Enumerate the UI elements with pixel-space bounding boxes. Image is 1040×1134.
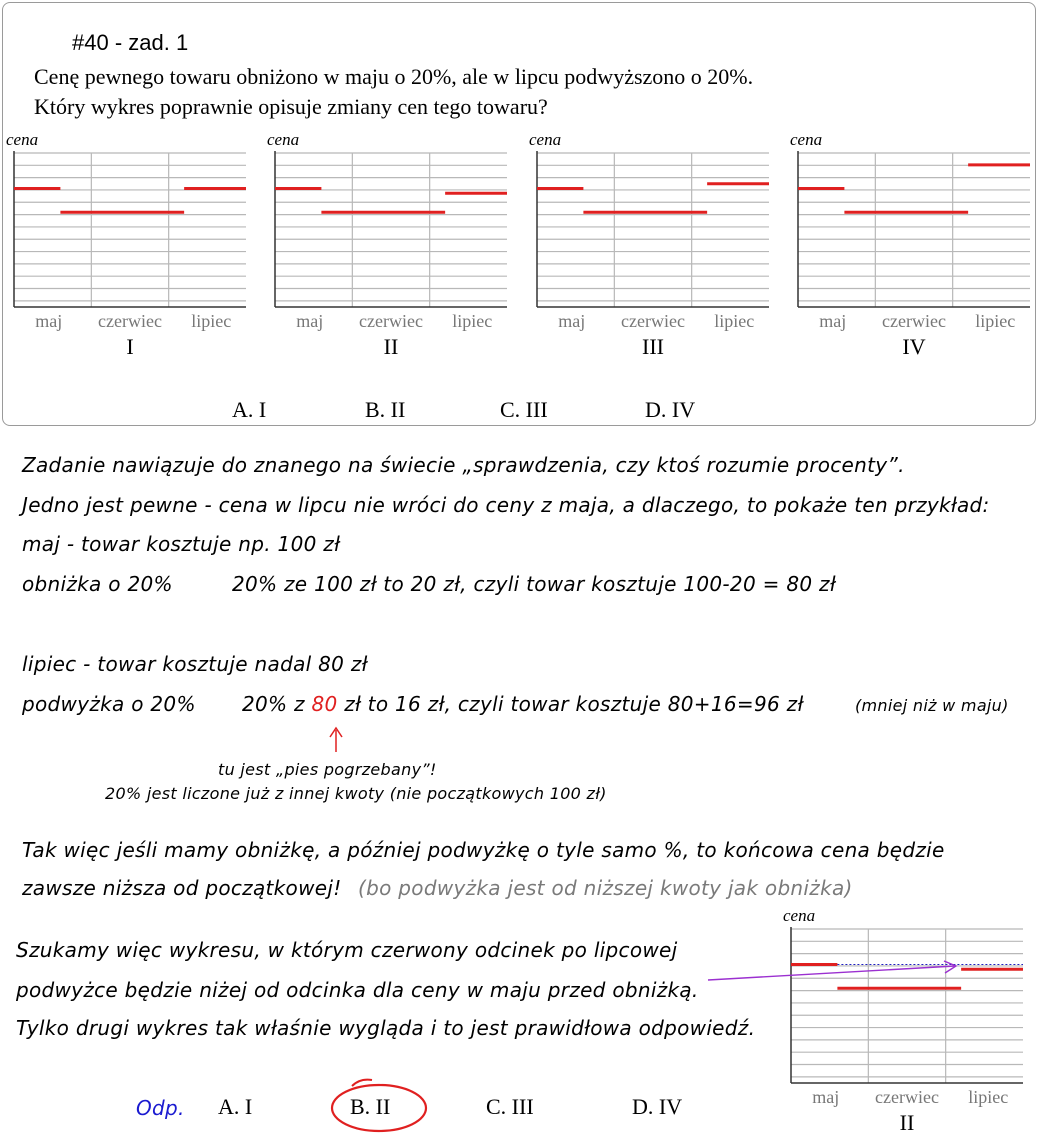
note-line-2: 20% jest liczone już z innej kwoty (nie początkowych 100 zł) (105, 784, 607, 803)
odp-label: Odp. (136, 1096, 185, 1120)
solution-line-6a: podwyżka o 20% (22, 692, 196, 716)
solution-line-7: Tak więc jeśli mamy obniżkę, a później podwyżkę o tyle samo %, to końcowa cena będzie (22, 838, 945, 862)
answer-option-a: A. I (218, 1094, 253, 1119)
solution-line-11: Tylko drugi wykres tak właśnie wygląda i to jest prawidłowa odpowiedź. (16, 1016, 756, 1040)
chart-5-xlabel-czerwiec: czerwiec (875, 1087, 939, 1107)
chart-1-xlabel-lipiec: lipiec (191, 311, 232, 331)
solution-line-3: maj - towar kosztuje np. 100 zł (22, 532, 341, 556)
task-question-line2: Który wykres poprawnie opisuje zmiany cen tego towaru? (34, 94, 548, 119)
solution-line-4b: 20% ze 100 zł to 20 zł, czyli towar kosztuje 100-20 = 80 zł (232, 572, 836, 596)
task-number: #40 - zad. 1 (72, 30, 189, 55)
task-option-d: D. IV (645, 397, 696, 422)
chart-4-xlabel-czerwiec: czerwiec (882, 311, 946, 331)
chart-5-xlabel-maj: maj (812, 1087, 840, 1107)
chart-1-ylabel: cena (6, 130, 39, 149)
chart-1-title: I (126, 334, 134, 359)
solution-line-9: Szukamy więc wykresu, w którym czerwony odcinek po lipcowej (16, 938, 678, 962)
highlight-80: 80 (311, 692, 338, 716)
task-option-b: B. II (365, 397, 406, 422)
chart-4-title: IV (902, 334, 926, 359)
solution-line-1: Zadanie nawiązuje do znanego na świecie „sprawdzenia, czy ktoś rozumie procenty”. (22, 453, 905, 477)
task-option-c: C. III (500, 397, 548, 422)
answer-option-b: B. II (350, 1094, 391, 1119)
chart-2-xlabel-lipiec: lipiec (452, 311, 493, 331)
answer-option-c: C. III (486, 1094, 534, 1119)
solution-line-6b (242, 692, 804, 716)
solution-line-10: podwyżce będzie niżej od odcinka dla ceny w maju przed obniżką. (16, 978, 699, 1002)
solution-line-6b-start: 20% z (242, 692, 312, 716)
chart-2-xlabel-czerwiec: czerwiec (359, 311, 423, 331)
chart-3-xlabel-maj: maj (558, 311, 586, 331)
chart-3-ylabel: cena (529, 130, 562, 149)
chart-1-xlabel-maj: maj (35, 311, 63, 331)
chart-3-xlabel-lipiec: lipiec (714, 311, 755, 331)
solution-line-5: lipiec - towar kosztuje nadal 80 zł (22, 652, 368, 676)
chart-2-ylabel: cena (267, 130, 300, 149)
chart-4-xlabel-lipiec: lipiec (975, 311, 1016, 331)
chart-4-xlabel-maj: maj (819, 311, 847, 331)
solution-line-6c: (mniej niż w maju) (855, 696, 1009, 715)
solution-line-6b-end: zł to 16 zł, czyli towar kosztuje 80+16=96 zł (337, 692, 804, 716)
chart-4-ylabel: cena (790, 130, 823, 149)
chart-2-title: II (383, 334, 399, 359)
task-question-line1: Cenę pewnego towaru obniżono w maju o 20%, ale w lipcu podwyższono o 20%. (34, 64, 754, 89)
task-option-a: A. I (232, 397, 267, 422)
chart-5-title: II (899, 1110, 915, 1134)
chart-5-ylabel: cena (783, 906, 816, 925)
chart-3-xlabel-czerwiec: czerwiec (621, 311, 685, 331)
answer-option-d: D. IV (632, 1094, 683, 1119)
chart-2-xlabel-maj: maj (296, 311, 324, 331)
solution-line-2: Jedno jest pewne - cena w lipcu nie wróci do ceny z maja, a dlaczego, to pokaże ten przykład: (22, 493, 990, 517)
solution-line-8a: zawsze niższa od początkowej! (22, 876, 342, 900)
note-line-1: tu jest „pies pogrzebany”! (218, 760, 437, 779)
chart-5-xlabel-lipiec: lipiec (968, 1087, 1009, 1107)
solution-line-8b: (bo podwyżka jest od niższej kwoty jak obniżka) (358, 876, 853, 900)
chart-1-xlabel-czerwiec: czerwiec (98, 311, 162, 331)
solution-line-4a: obniżka o 20% (22, 572, 173, 596)
chart-3-title: III (642, 334, 664, 359)
